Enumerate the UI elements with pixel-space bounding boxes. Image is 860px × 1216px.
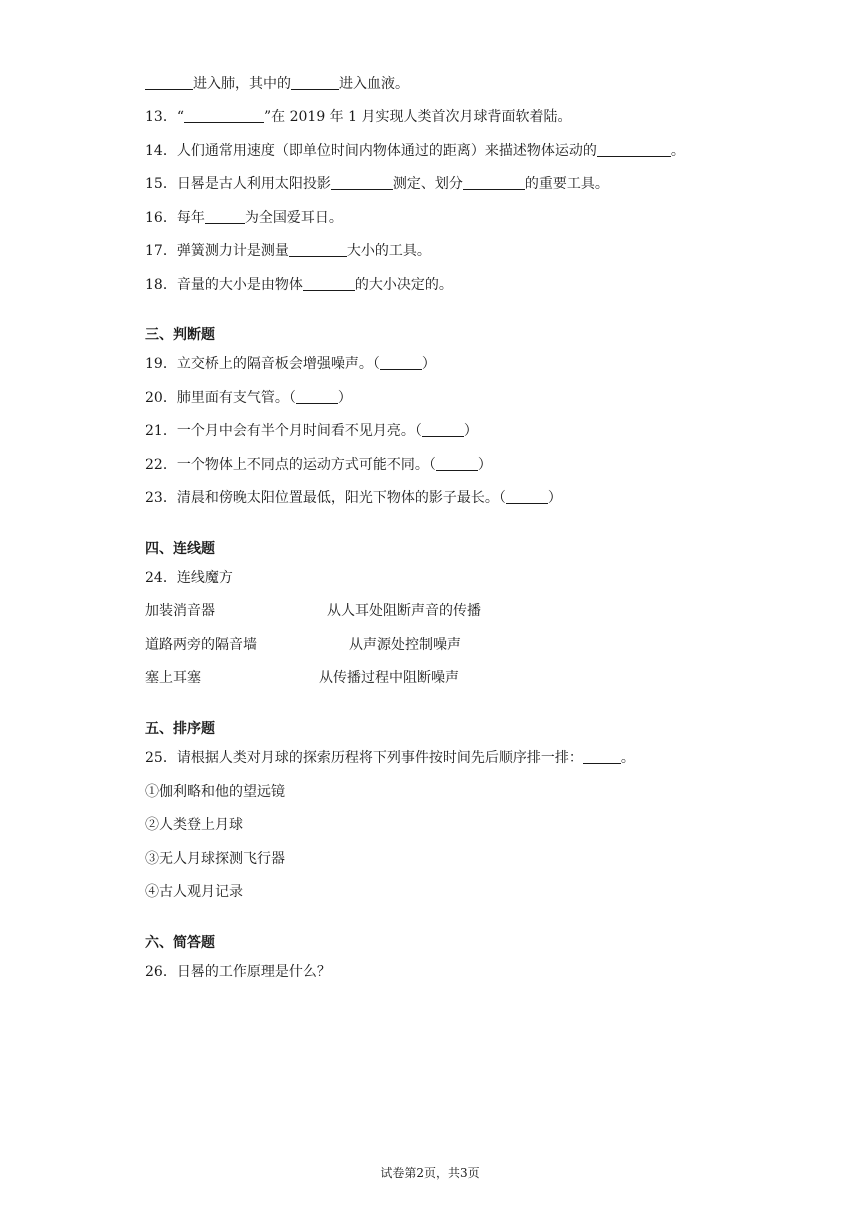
question-21: 21．一个月中会有半个月时间看不见月亮。（ ） xyxy=(145,423,478,439)
question-25: 25．请根据人类对月球的探索历程将下列事件按时间先后顺序排一排： 。 xyxy=(145,750,635,766)
question-18: 18．音量的大小是由物体 的大小决定的。 xyxy=(145,277,453,293)
matching-right-item[interactable]: 从传播过程中阻断噪声 xyxy=(319,670,459,686)
ordering-option: ①伽利略和他的望远镜 xyxy=(145,784,285,800)
section-title-short-answer: 六、简答题 xyxy=(145,935,215,951)
q12-continuation: 进入肺，其中的 进入血液。 xyxy=(145,74,409,94)
question-23: 23．清晨和傍晚太阳位置最低，阳光下物体的影子最长。（ ） xyxy=(145,490,562,506)
question-24: 24．连线魔方 xyxy=(145,570,233,586)
question-15: 15．日晷是古人利用太阳投影 测定、划分 的重要工具。 xyxy=(145,176,609,192)
answer-blank[interactable] xyxy=(597,142,671,157)
answer-blank[interactable] xyxy=(296,389,338,404)
matching-left-item[interactable]: 加装消音器 xyxy=(145,603,215,619)
question-17: 17．弹簧测力计是测量 大小的工具。 xyxy=(145,243,431,259)
answer-blank[interactable] xyxy=(380,355,422,370)
answer-blank[interactable] xyxy=(506,489,548,504)
ordering-option: ④古人观月记录 xyxy=(145,884,243,900)
answer-blank[interactable] xyxy=(291,75,339,90)
ordering-option: ②人类登上月球 xyxy=(145,817,243,833)
question-20: 20．肺里面有支气管。（ ） xyxy=(145,390,352,406)
section-title-matching: 四、连线题 xyxy=(145,541,215,557)
answer-blank[interactable] xyxy=(303,276,355,291)
matching-right-item[interactable]: 从声源处控制噪声 xyxy=(349,637,461,653)
ordering-option: ③无人月球探测飞行器 xyxy=(145,851,285,867)
question-13: 13．“ ”在 2019 年 1 月实现人类首次月球背面软着陆。 xyxy=(145,109,572,125)
question-14: 14．人们通常用速度（即单位时间内物体通过的距离）来描述物体运动的 。 xyxy=(145,143,685,159)
answer-blank[interactable] xyxy=(436,456,478,471)
matching-right-item[interactable]: 从人耳处阻断声音的传播 xyxy=(327,603,481,619)
question-22: 22．一个物体上不同点的运动方式可能不同。（ ） xyxy=(145,457,492,473)
answer-blank[interactable] xyxy=(145,75,193,90)
answer-blank[interactable] xyxy=(331,175,393,190)
matching-left-item[interactable]: 塞上耳塞 xyxy=(145,670,201,686)
question-16: 16．每年 为全国爱耳日。 xyxy=(145,210,343,226)
question-26: 26．日晷的工作原理是什么？ xyxy=(145,964,331,980)
answer-blank[interactable] xyxy=(184,108,264,123)
answer-blank[interactable] xyxy=(205,209,245,224)
answer-blank[interactable] xyxy=(463,175,525,190)
matching-left-item[interactable]: 道路两旁的隔音墙 xyxy=(145,637,257,653)
section-title-judgment: 三、判断题 xyxy=(145,327,215,343)
answer-blank[interactable] xyxy=(289,242,347,257)
question-19: 19．立交桥上的隔音板会增强噪声。（ ） xyxy=(145,356,436,372)
page-footer: 试卷第2页，共3页 xyxy=(380,1166,480,1180)
answer-blank[interactable] xyxy=(422,422,464,437)
section-title-ordering: 五、排序题 xyxy=(145,721,215,737)
answer-blank[interactable] xyxy=(583,749,621,764)
